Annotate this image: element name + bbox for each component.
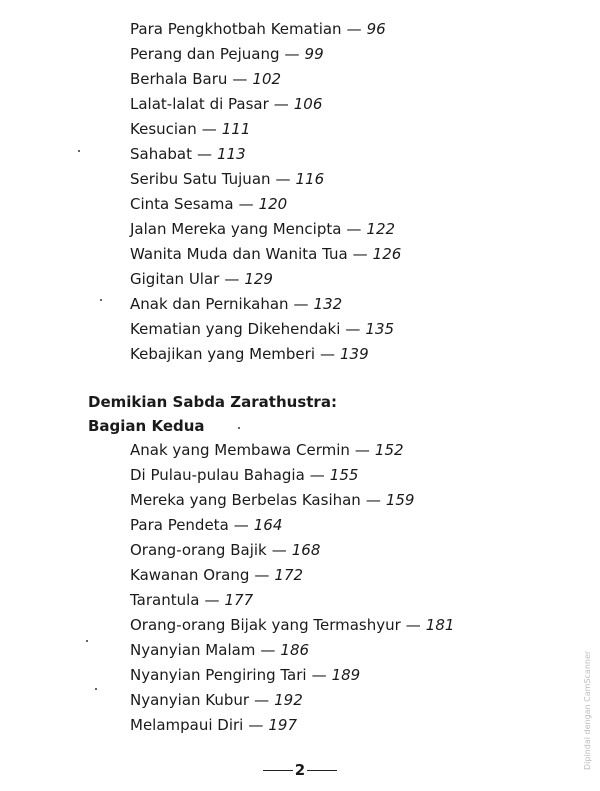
toc-entry-title: Kawanan Orang [130,566,250,584]
toc-entry-separator: — [232,70,248,88]
toc-entry-title: Berhala Baru [130,70,228,88]
toc-entry [130,217,401,242]
toc-entry-title: Nyanyian Pengiring Tari [130,666,307,684]
toc-entry [130,142,401,167]
toc-entry [130,292,401,317]
page-number-value: 2 [294,761,306,779]
toc-entry-page: 102 [252,70,282,88]
toc-entry [130,242,401,267]
toc-entry-page: 186 [280,641,310,659]
toc-entry-separator: — [271,541,287,559]
toc-entry-title: Kebajikan yang Memberi [130,345,315,363]
toc-entry [130,638,454,663]
toc-entry [130,488,454,513]
toc-entry-separator: — [405,616,421,634]
toc-entry [130,588,454,613]
toc-entry-page: 181 [425,616,455,634]
toc-entry-page: 116 [295,170,325,188]
toc-entry-title: Gigitan Ular [130,270,220,288]
toc-entry-page: 152 [374,441,404,459]
toc-entry-page: 129 [244,270,273,288]
toc-entry [130,17,401,42]
toc-entry [130,317,401,342]
toc-entry-page: 155 [329,466,359,484]
toc-entry-title: Lalat-lalat di Pasar [130,95,269,113]
toc-list-part-two [130,438,454,738]
toc-entry-page: 164 [253,516,283,534]
toc-entry [130,42,401,67]
toc-entry-page: 111 [221,120,251,138]
toc-entry-page: 113 [217,145,246,163]
toc-entry-separator: — [201,120,217,138]
toc-entry-separator: — [320,345,335,363]
toc-entry [130,267,401,292]
toc-entry [130,713,454,738]
toc-entry-separator: — [248,716,264,734]
toc-entry-title: Mereka yang Berbelas Kasihan [130,491,361,509]
toc-entry-title: Seribu Satu Tujuan [130,170,271,188]
page-number [0,761,600,779]
toc-entry-separator: — [254,566,270,584]
toc-entry-title: Para Pendeta [130,516,229,534]
toc-entry-title: Tarantula [130,591,200,609]
toc-entry-page: 189 [331,666,361,684]
toc-entry-page: 197 [268,716,297,734]
toc-entry [130,613,454,638]
toc-entry-page: 168 [291,541,321,559]
page-number-rule-right [307,770,337,771]
toc-entry [130,563,454,588]
toc-entry-page: 126 [372,245,402,263]
toc-entry-separator: — [365,491,381,509]
toc-entry-separator: — [197,145,213,163]
section-heading: Demikian Sabda Zarathustra: [88,393,337,411]
toc-entry [130,67,401,92]
scan-speck [86,640,88,642]
toc-entry-separator: — [284,45,300,63]
toc-entry [130,192,401,217]
toc-entry [130,513,454,538]
toc-entry-title: Orang-orang Bajik [130,541,267,559]
toc-entry-separator: — [352,245,368,263]
toc-entry [130,538,454,563]
toc-entry-title: Jalan Mereka yang Mencipta [130,220,342,238]
toc-entry-separator: — [238,195,254,213]
toc-entry-title: Kematian yang Dikehendaki [130,320,341,338]
toc-entry [130,342,401,367]
toc-entry-page: 132 [313,295,343,313]
toc-entry [130,663,454,688]
toc-entry-page: 135 [365,320,395,338]
toc-entry-title: Cinta Sesama [130,195,234,213]
toc-entry [130,117,401,142]
toc-list-part-one [130,17,401,367]
page-number-rule-left [263,770,293,771]
toc-entry-page: 177 [224,591,254,609]
toc-entry-page: 172 [274,566,304,584]
scan-speck [78,150,80,152]
toc-entry-title: Nyanyian Kubur [130,691,250,709]
section-subheading: Bagian Kedua [88,417,205,435]
toc-entry-separator: — [354,441,370,459]
toc-entry-separator: — [309,466,325,484]
toc-entry-separator: — [346,20,362,38]
toc-entry-title: Anak yang Membawa Cermin [130,441,350,459]
toc-entry-title: Anak dan Pernikahan [130,295,289,313]
toc-entry-separator: — [204,591,220,609]
toc-entry-page: 122 [366,220,396,238]
scan-speck [95,688,97,690]
toc-entry-title: Kesucian [130,120,197,138]
toc-entry-separator: — [345,320,361,338]
toc-entry [130,92,401,117]
toc-entry-page: 139 [340,345,369,363]
toc-entry-separator: — [273,95,289,113]
toc-entry [130,463,454,488]
toc-entry [130,438,454,463]
toc-entry-separator: — [275,170,291,188]
toc-entry-separator: — [346,220,362,238]
toc-entry-page: 96 [366,20,386,38]
toc-entry-title: Wanita Muda dan Wanita Tua [130,245,348,263]
toc-entry-separator: — [233,516,249,534]
toc-entry-title: Sahabat [130,145,193,163]
toc-entry-page: 99 [304,45,324,63]
toc-entry-separator: — [224,270,240,288]
toc-entry-page: 192 [274,691,303,709]
toc-entry-title: Orang-orang Bijak yang Termashyur [130,616,401,634]
scan-speck [100,299,102,301]
toc-entry [130,688,454,713]
scanner-watermark: Dipindai dengan CamScanner [583,650,592,770]
toc-entry-page: 159 [385,491,415,509]
toc-entry-title: Perang dan Pejuang [130,45,280,63]
toc-entry-separator: — [293,295,309,313]
toc-entry-separator: — [311,666,327,684]
toc-entry-title: Nyanyian Malam [130,641,256,659]
toc-entry-separator: — [260,641,276,659]
toc-entry-title: Para Pengkhotbah Kematian [130,20,342,38]
scan-speck [238,427,240,429]
toc-entry-title: Melampaui Diri [130,716,244,734]
toc-entry [130,167,401,192]
toc-entry-title: Di Pulau-pulau Bahagia [130,466,305,484]
toc-entry-page: 106 [293,95,323,113]
toc-entry-page: 120 [258,195,288,213]
toc-entry-separator: — [254,691,270,709]
